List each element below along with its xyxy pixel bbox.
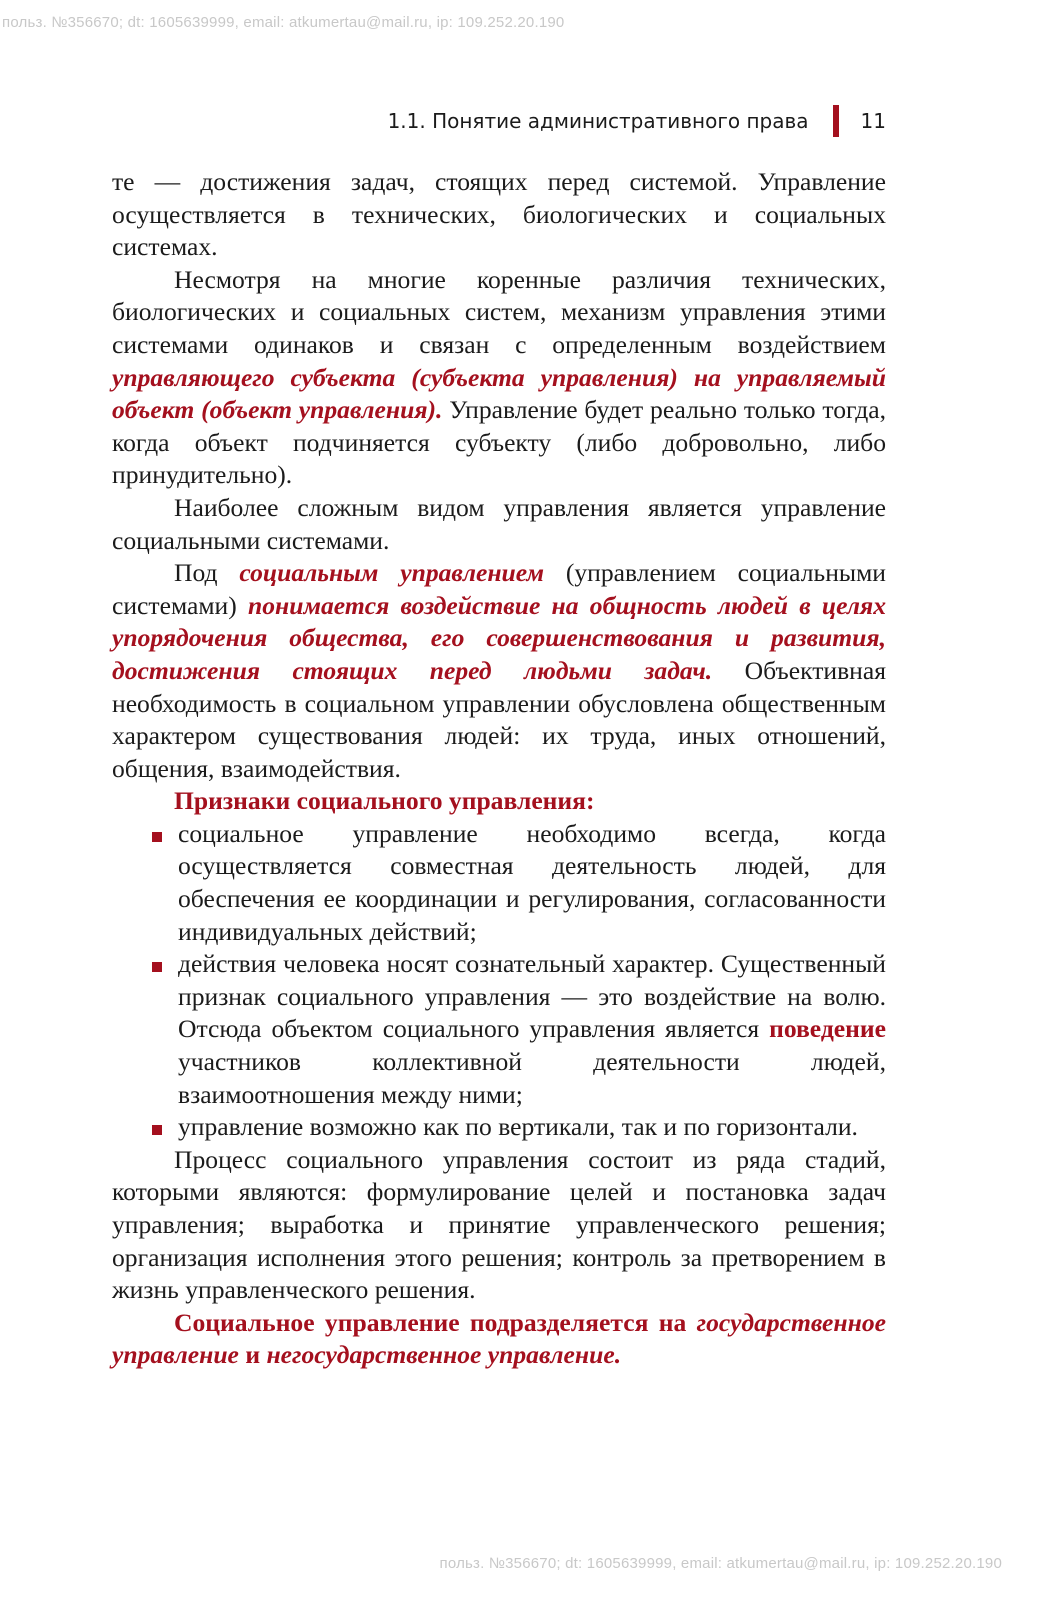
paragraph-4-text-3: Объективная необходимость в социальном управлении обусловлена общественным характером существования людей: их труда, иных отношений, общения, взаимодействия.: [112, 655, 886, 783]
state-management-term: государственное управление: [112, 1307, 886, 1370]
header-divider-bar: [833, 105, 839, 137]
list-item: [112, 948, 886, 1111]
page-body: [112, 166, 886, 1372]
running-header: [112, 104, 886, 138]
square-bullet-icon: [152, 832, 162, 842]
signs-list: [112, 818, 886, 1144]
paragraph-1: те — достижения задач, стоящих перед системой. Управление осуществляется в технических, биологических и социальных системах.: [112, 167, 886, 262]
page-number: 11: [860, 109, 886, 133]
paragraph-2: [112, 264, 886, 492]
paragraph-5: Процесс социального управления состоит из ряда стадий, которыми являются: формулирование целей и постановка задач управления; выработка и принятие управленческого решения; организация исполнения этого решения; контроль за претворением в жизнь управленческого решения.: [112, 1144, 886, 1305]
signs-heading: Признаки социального управления:: [174, 786, 595, 816]
social-management-definition: понимается воздействие на общность людей в целях упорядочения общества, его совершенствования и развития, достижения стоящих перед людьми задач.: [112, 590, 886, 685]
paragraph-6-text-3: .: [614, 1340, 622, 1370]
list-item-text: социальное управление необходимо всегда, когда осуществляется совместная деятельность людей, для обеспечения ее координации и регулирования, согласованности индивидуальных действий;: [178, 818, 886, 946]
paragraph-6-text-1: Социальное управление подразделяется на: [174, 1307, 697, 1337]
square-bullet-icon: [152, 1125, 162, 1135]
paragraph-4-text-2: (управлением социальными системами): [112, 558, 886, 620]
behavior-term: поведение: [769, 1014, 886, 1044]
list-item-text-2: участников коллективной деятельности людей, взаимоотношения между ними;: [178, 1047, 886, 1109]
paragraph-6-text-2: и: [238, 1340, 267, 1370]
list-item-text-1: действия человека носят сознательный характер. Существенный признак социального управления — это воздействие на волю. Отсюда объектом социального управления является: [178, 949, 886, 1044]
subject-object-emphasis: управляющего субъекта (субъекта управления) на управляемый объект (объект управления).: [112, 362, 886, 425]
paragraph-4: [112, 557, 886, 785]
paragraph-6: [112, 1307, 886, 1372]
paragraph-4-text-1: Под: [174, 558, 240, 588]
paragraph-3: Наиболее сложным видом управления является управление социальными системами.: [112, 492, 886, 555]
section-title: 1.1. Понятие административного права: [387, 109, 809, 133]
square-bullet-icon: [152, 962, 162, 972]
list-item: [112, 1111, 886, 1144]
paragraph-2-text-2: Управление будет реально только тогда, когда объект подчиняется субъекту (либо добровольно, либо принудительно).: [112, 395, 886, 490]
list-item-text: управление возможно как по вертикали, так и по горизонтали.: [178, 1112, 858, 1142]
watermark-bottom: польз. №356670; dt: 1605639999, email: atkumertau@mail.ru, ip: 109.252.20.190: [439, 1555, 1002, 1572]
watermark-top: польз. №356670; dt: 1605639999, email: atkumertau@mail.ru, ip: 109.252.20.190: [2, 14, 565, 31]
list-item: [112, 818, 886, 948]
social-management-term: социальным управлением: [239, 558, 545, 588]
paragraph-2-text-1: Несмотря на многие коренные различия технических, биологических и социальных систем, механизм управления этими системами одинаков и связан с определенным воздействием: [112, 264, 886, 359]
non-state-management-term: негосударственное управление: [266, 1340, 615, 1370]
